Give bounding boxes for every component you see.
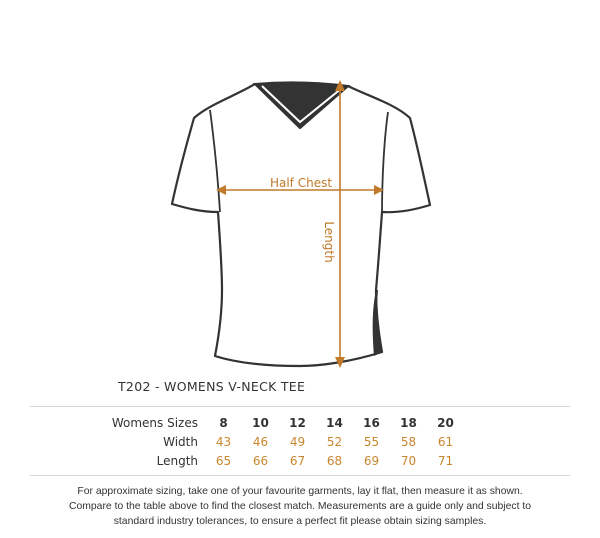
table-top-divider xyxy=(30,406,570,407)
half-chest-label: Half Chest xyxy=(269,176,333,190)
size-cell: 10 xyxy=(252,415,269,430)
row-label: Womens Sizes xyxy=(111,415,198,430)
size-cell: 8 xyxy=(219,415,228,430)
length-cell: 65 xyxy=(215,453,232,468)
length-cell: 67 xyxy=(289,453,306,468)
table-row xyxy=(70,451,464,470)
size-cell: 12 xyxy=(289,415,306,430)
row-label: Length xyxy=(156,453,198,468)
length-cell: 70 xyxy=(400,453,417,468)
row-label: Width xyxy=(163,434,198,449)
length-cell: 71 xyxy=(437,453,454,468)
width-cell: 49 xyxy=(289,434,306,449)
sizing-note xyxy=(20,484,580,529)
note-line: standard industry tolerances, to ensure a perfect fit please obtain sizing samples. xyxy=(113,516,487,527)
note-line: For approximate sizing, take one of your favourite garments, lay it flat, then measure it as shown. xyxy=(77,486,523,497)
length-cell: 66 xyxy=(252,453,269,468)
length-cell: 69 xyxy=(363,453,380,468)
length-cell: 68 xyxy=(326,453,343,468)
width-cell: 55 xyxy=(363,434,380,449)
width-cell: 52 xyxy=(326,434,343,449)
size-table xyxy=(70,413,464,470)
size-cell: 18 xyxy=(400,415,417,430)
size-cell: 20 xyxy=(437,415,454,430)
product-title: T202 - WOMENS V-NECK TEE xyxy=(118,379,306,394)
table-bottom-divider xyxy=(30,475,570,476)
note-line: Compare to the table above to find the closest match. Measurements are a guide only and subject to xyxy=(68,501,532,512)
width-cell: 61 xyxy=(437,434,454,449)
table-row xyxy=(70,413,464,432)
width-cell: 58 xyxy=(400,434,417,449)
size-cell: 14 xyxy=(326,415,343,430)
width-cell: 46 xyxy=(252,434,269,449)
width-cell: 43 xyxy=(215,434,232,449)
size-cell: 16 xyxy=(363,415,380,430)
length-label: Length xyxy=(322,221,336,263)
tee-outline xyxy=(172,84,430,366)
table-row xyxy=(70,432,464,451)
